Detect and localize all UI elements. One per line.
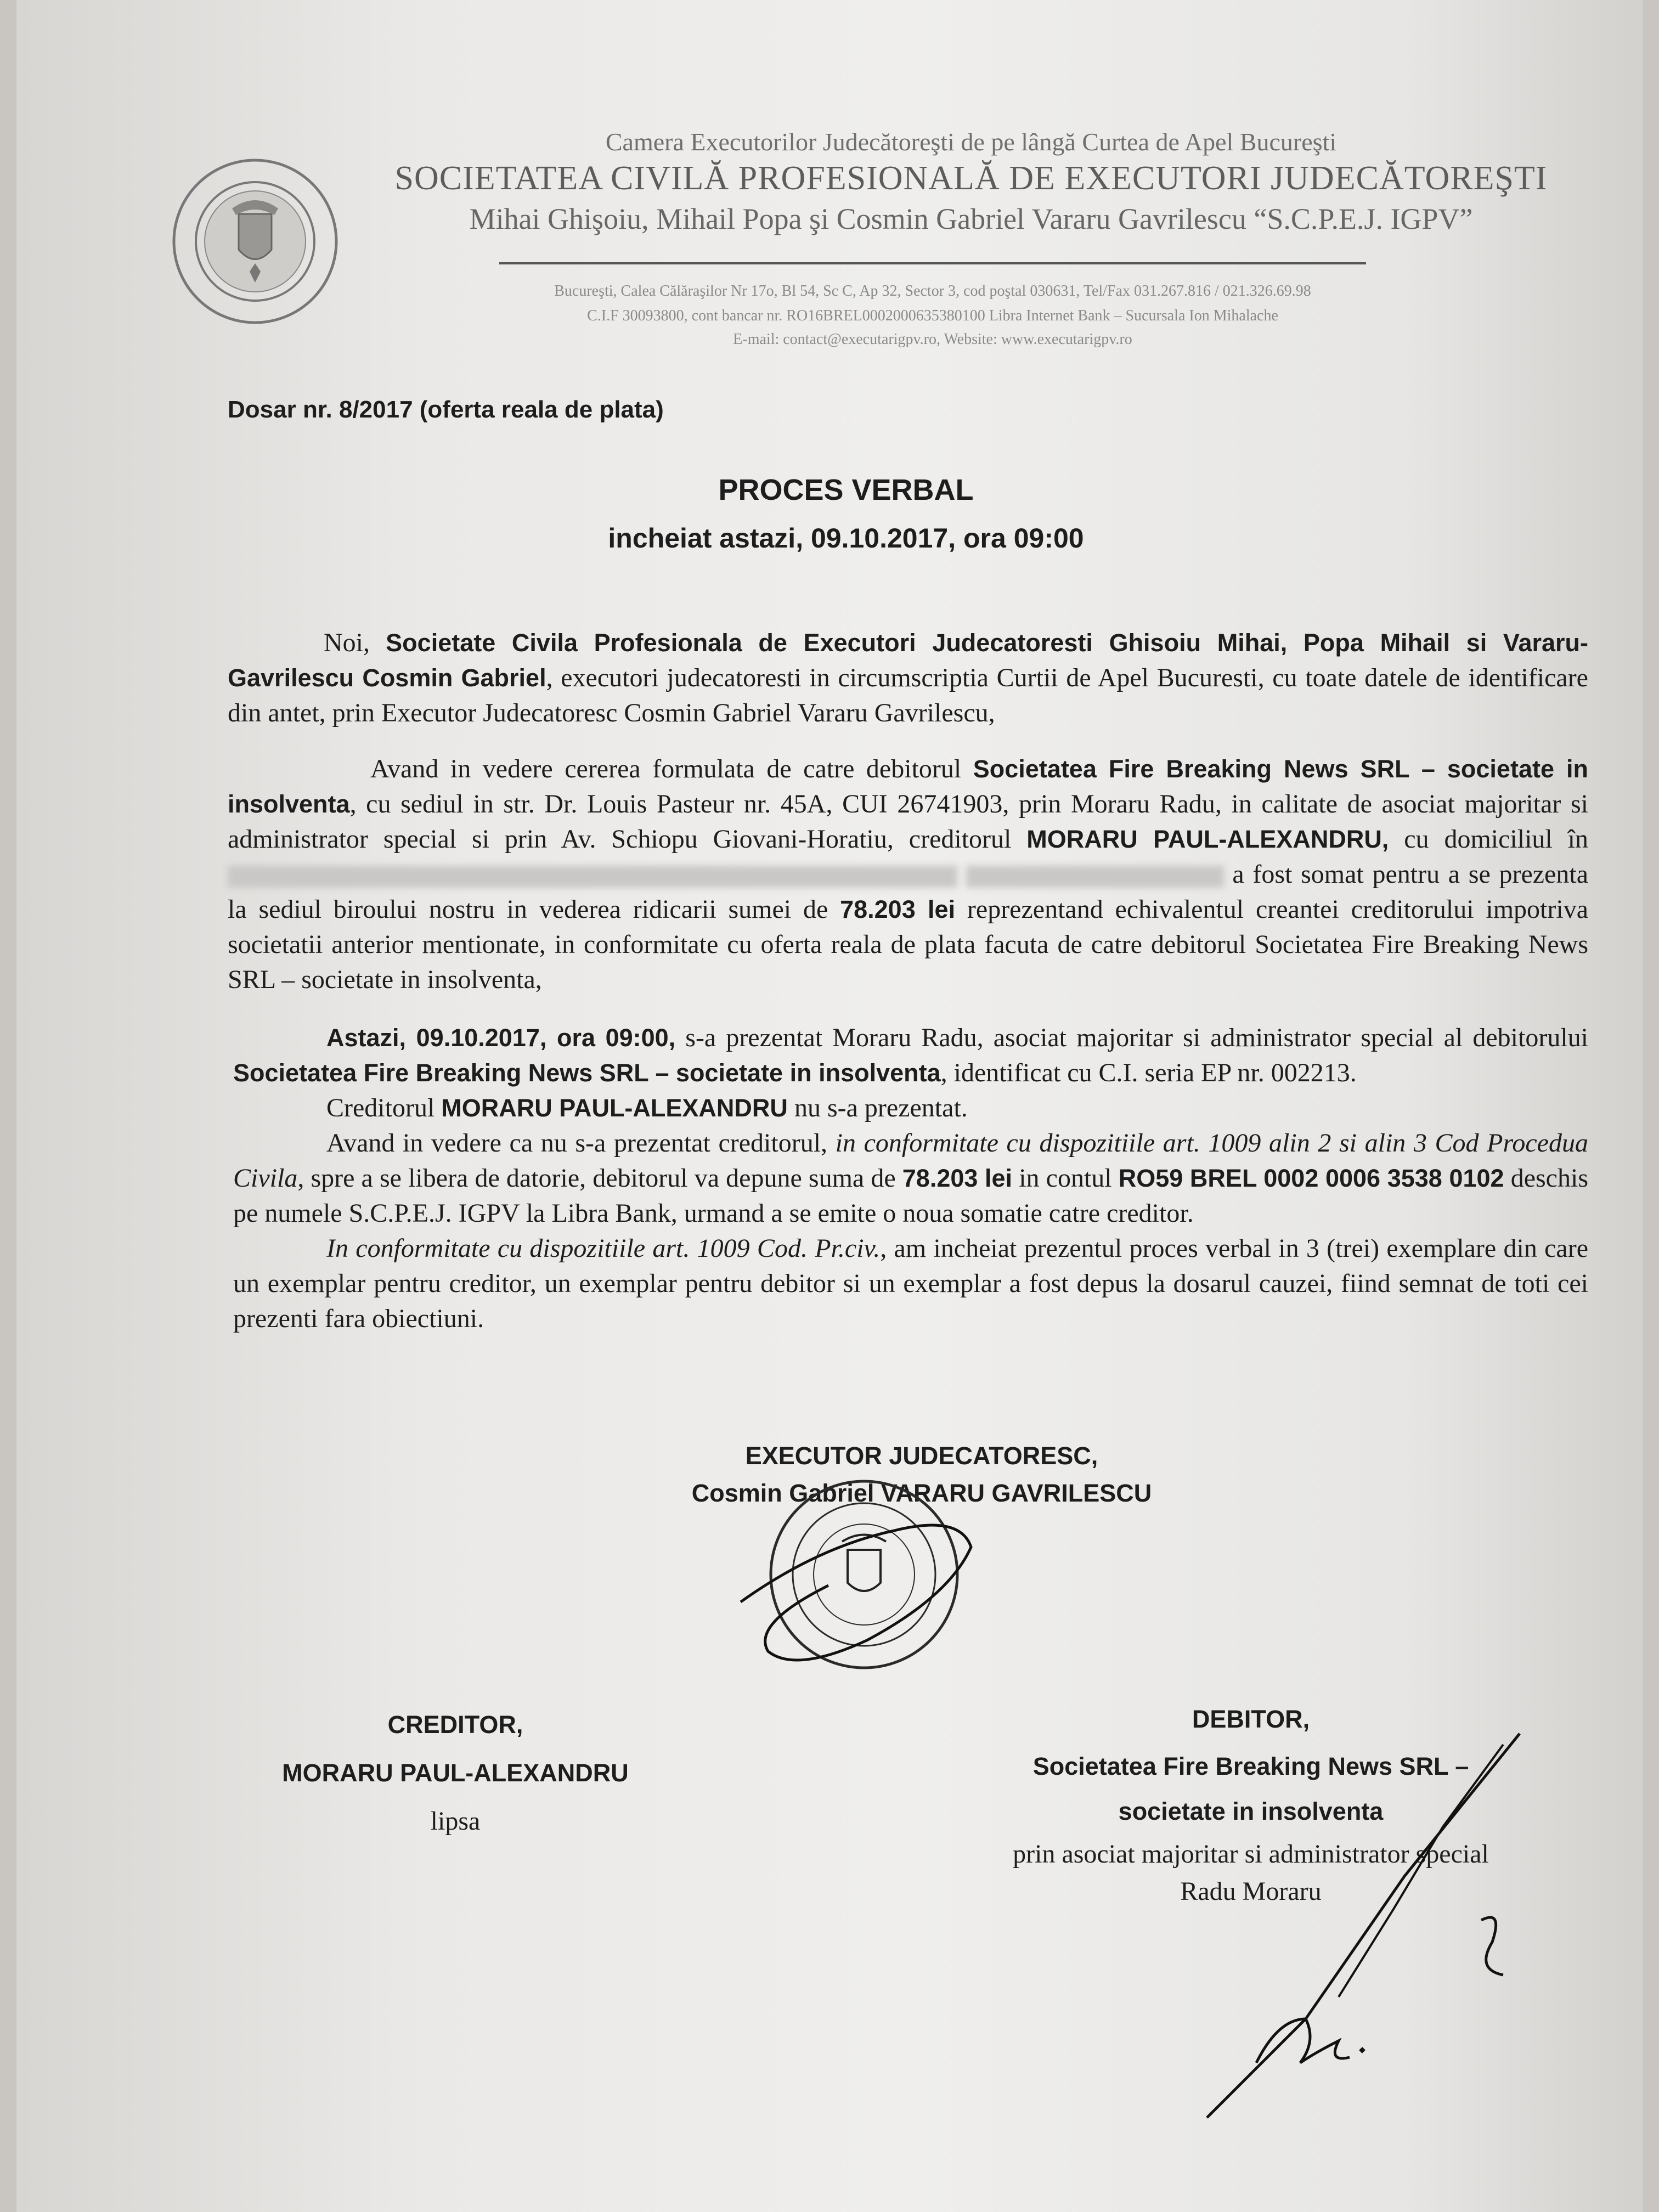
chamber-header: Camera Executorilor Judecătoreşti de pe lângă Curtea de Apel Bucureşti bbox=[605, 128, 1337, 156]
debitor-heading: DEBITOR, bbox=[1192, 1705, 1310, 1733]
creditor-status: lipsa bbox=[430, 1807, 481, 1836]
paragraph-group bbox=[233, 1020, 1588, 1336]
paragraph-request: Avand in vedere cererea formulata de catre debitorul Societatea Fire Breaking News SRL – societate in insolventa, cu sediul in str. Dr. Louis Pasteur nr. 45A, CUI 26741903, prin Moraru Radu, in calitate de asociat majoritar si administrator special si prin Av. Schiopu Giovani-Horatiu, creditorul MORARU PAUL-ALEXANDRU, cu domiciliul în a fost somat pentru a se prezenta la sediul biroului nostru in vederea ridicarii sumei de 78.203 lei reprezentand echivalentul creantei creditorului impotriva societatii anterior mentionate, in conformitate cu oferta reala de plata facuta de catre debitorul Societatea Fire Breaking News SRL – societate in insolventa, bbox=[228, 754, 1589, 994]
coat-of-arms-emblem-icon bbox=[167, 154, 343, 329]
document-subtitle: incheiat astazi, 09.10.2017, ora 09:00 bbox=[608, 523, 1084, 554]
creditor-name: MORARU PAUL-ALEXANDRU bbox=[282, 1759, 629, 1787]
company-header: SOCIETATEA CIVILĂ PROFESIONALĂ DE EXECUTORI JUDECĂTOREŞTI bbox=[394, 160, 1548, 197]
creditor-signature-block bbox=[198, 1706, 713, 1840]
paragraph-intro: Noi, Societate Civila Profesionala de Executori Judecatoresti Ghisoiu Mihai, Popa Mihail si Vararu-Gavrilescu Cosmin Gabriel, executori judecatoresti in circumscriptia Curtii de Apel Bucuresti, cu toate datele de identificare din antet, prin Executor Judecatoresc Cosmin Gabriel Vararu Gavrilescu, bbox=[228, 628, 1589, 727]
header-address: Bucureşti, Calea Călăraşilor Nr 17o, Bl 54, Sc C, Ap 32, Sector 3, cod poştal 030631, Tel/Fax 031.267.816 / 021.326.69.98 bbox=[554, 283, 1311, 300]
document-title: PROCES VERBAL bbox=[718, 473, 974, 506]
header-bank-info: C.I.F 30093800, cont bancar nr. RO16BREL0002000635380100 Libra Internet Bank – Sucursala Ion Mihalache bbox=[587, 307, 1278, 324]
case-number: Dosar nr. 8/2017 (oferta reala de plata) bbox=[228, 396, 664, 423]
official-stamp-icon bbox=[730, 1459, 993, 1679]
debitor-representative-name: Radu Moraru bbox=[1180, 1877, 1322, 1906]
redacted-address-continued bbox=[966, 866, 1224, 888]
debitor-company: Societatea Fire Breaking News SRL – bbox=[1032, 1752, 1469, 1780]
executor-title: EXECUTOR JUDECATORESC, bbox=[745, 1442, 1098, 1470]
creditor-heading: CREDITOR, bbox=[387, 1711, 523, 1739]
header-contact: E-mail: contact@executarigpv.ro, Website: www.executarigpv.ro bbox=[733, 331, 1132, 348]
header-divider bbox=[499, 262, 1366, 264]
paragraph-closing: In conformitate cu dispozitiile art. 1009 Cod. Pr.civ., am incheiat prezentul proces verbal in 3 (trei) exemplare din care un exemplar pentru creditor, un exemplar pentru debitor si un exemplar a fost depus la dosarul cauzei, fiind semnat de toti cei prezenti fara obiectiuni. bbox=[233, 1234, 1588, 1333]
debitor-representative-role: prin asociat majoritar si administrator special bbox=[1013, 1839, 1489, 1869]
executor-name: Cosmin Gabriel VARARU GAVRILESCU bbox=[691, 1479, 1152, 1507]
paragraph-deposit: Avand in vedere ca nu s-a prezentat creditorul, in conformitate cu dispozitiile art. 1009 alin 2 si alin 3 Cod Procedua Civila, spre a se libera de datorie, debitorul va depune suma de 78.203 lei in contul RO59 BREL 0002 0006 3538 0102 deschis pe numele S.C.P.E.J. IGPV la Libra Bank, urmand a se emite o noua somatie catre creditor. bbox=[233, 1128, 1588, 1228]
paragraph-presence: Astazi, 09.10.2017, ora 09:00, s-a prezentat Moraru Radu, asociat majoritar si administrator special al debitorului Societatea Fire Breaking News SRL – societate in insolventa, identificat cu C.I. seria EP nr. 002213. bbox=[233, 1023, 1588, 1087]
debitor-company-status: societate in insolventa bbox=[1118, 1797, 1384, 1825]
redacted-address bbox=[228, 866, 957, 888]
members-header: Mihai Ghişoiu, Mihail Popa şi Cosmin Gabriel Vararu Gavrilescu “S.C.P.E.J. IGPV” bbox=[469, 202, 1473, 235]
handwritten-signature-icon bbox=[922, 1712, 1580, 2129]
document-page bbox=[16, 0, 1643, 2212]
paragraph-creditor-absent: Creditorul MORARU PAUL-ALEXANDRU nu s-a prezentat. bbox=[326, 1093, 968, 1122]
